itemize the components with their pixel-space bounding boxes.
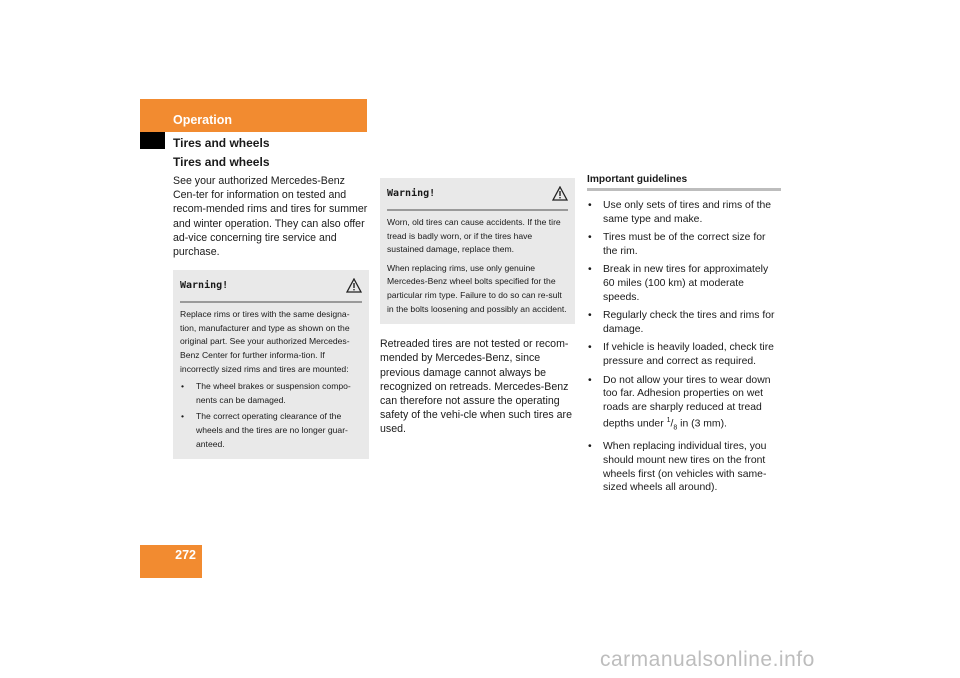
page-number: 272 xyxy=(175,548,196,562)
fraction-denominator: 8 xyxy=(673,424,678,432)
warning-text: When replacing rims, use only genuine Mercedes-Benz wheel bolts specified for the particular rim type. Failure to do so can re-sult in the bolts loosening and possibly an accident. xyxy=(387,262,567,314)
guidelines-heading: Important guidelines xyxy=(587,174,781,191)
warning-triangle-icon xyxy=(346,278,362,293)
column-middle xyxy=(380,178,575,437)
depth-suffix: in (3 mm). xyxy=(680,418,727,430)
retread-paragraph: Retreaded tires are not tested or recom-mended by Mercedes-Benz, since previous damage cannot always be recognized on retreads. Mercedes-Benz can therefore not assure the operating safety of the vehi-cle when such tires are used. xyxy=(380,338,572,436)
warning-label: Warning! xyxy=(180,280,229,292)
warning-bullet: • The wheel brakes or suspension compo-nents can be damaged. xyxy=(180,380,362,407)
warning-triangle-icon xyxy=(552,186,568,201)
list-item: • Break in new tires for approximately 60 miles (100 km) at moderate speeds. xyxy=(587,263,781,304)
warning-label: Warning! xyxy=(387,188,436,199)
list-item: • When replacing individual tires, you should mount new tires on the front wheels first (on vehicles with same-sized wheels all around). xyxy=(587,440,781,494)
warning-text: Replace rims or tires with the same designa-tion, manufacturer and type as shown on the original part. See your authorized Mercedes-Benz Center for further informa-tion. If incorrectly sized rims and tires are mounted: xyxy=(180,309,350,374)
section-subtitle: Tires and wheels xyxy=(173,136,270,150)
section-tab-marker xyxy=(140,132,165,149)
warning-header xyxy=(180,270,362,303)
warning-bullets xyxy=(180,380,362,451)
list-item: • If vehicle is heavily loaded, check tire pressure and correct as required. xyxy=(587,341,781,368)
warning-header xyxy=(387,178,568,211)
intro-paragraph: See your authorized Mercedes-Benz Cen-ter for information on tested and recom-mended rims and tires for summer and winter operation. They can also offer ad-vice concerning tire service and purchase. xyxy=(173,175,368,259)
guidelines-list xyxy=(587,199,781,495)
list-item: • Do not allow your tires to wear down too far. Adhesion properties on wet roads are sharply reduced at tread depths under $^1/_8$ in (3 mm). xyxy=(587,374,781,436)
warning-text: Worn, old tires can cause accidents. If the tire tread is badly worn, or if the tires have sustained damage, replace them. xyxy=(387,217,561,255)
warning-box xyxy=(380,178,575,324)
warning-box xyxy=(173,270,369,459)
list-item: • Tires must be of the correct size for the rim. xyxy=(587,231,781,258)
page-heading: Tires and wheels xyxy=(173,155,270,169)
fraction-numerator: 1 xyxy=(666,417,671,425)
page-number-box xyxy=(140,545,202,578)
column-left xyxy=(173,155,369,459)
section-title: Operation xyxy=(173,113,233,127)
list-item: • Use only sets of tires and rims of the same type and make. xyxy=(587,199,781,226)
warning-bullet: • The correct operating clearance of the wheels and the tires are no longer guar-anteed. xyxy=(180,410,362,451)
column-right xyxy=(587,174,781,500)
list-item-text: Do not allow your tires to wear down too far. Adhesion properties on wet roads are sharply reduced at tread depths under xyxy=(603,374,771,430)
watermark: carmanualsonline.info xyxy=(600,648,815,671)
list-item: • Regularly check the tires and rims for damage. xyxy=(587,309,781,336)
